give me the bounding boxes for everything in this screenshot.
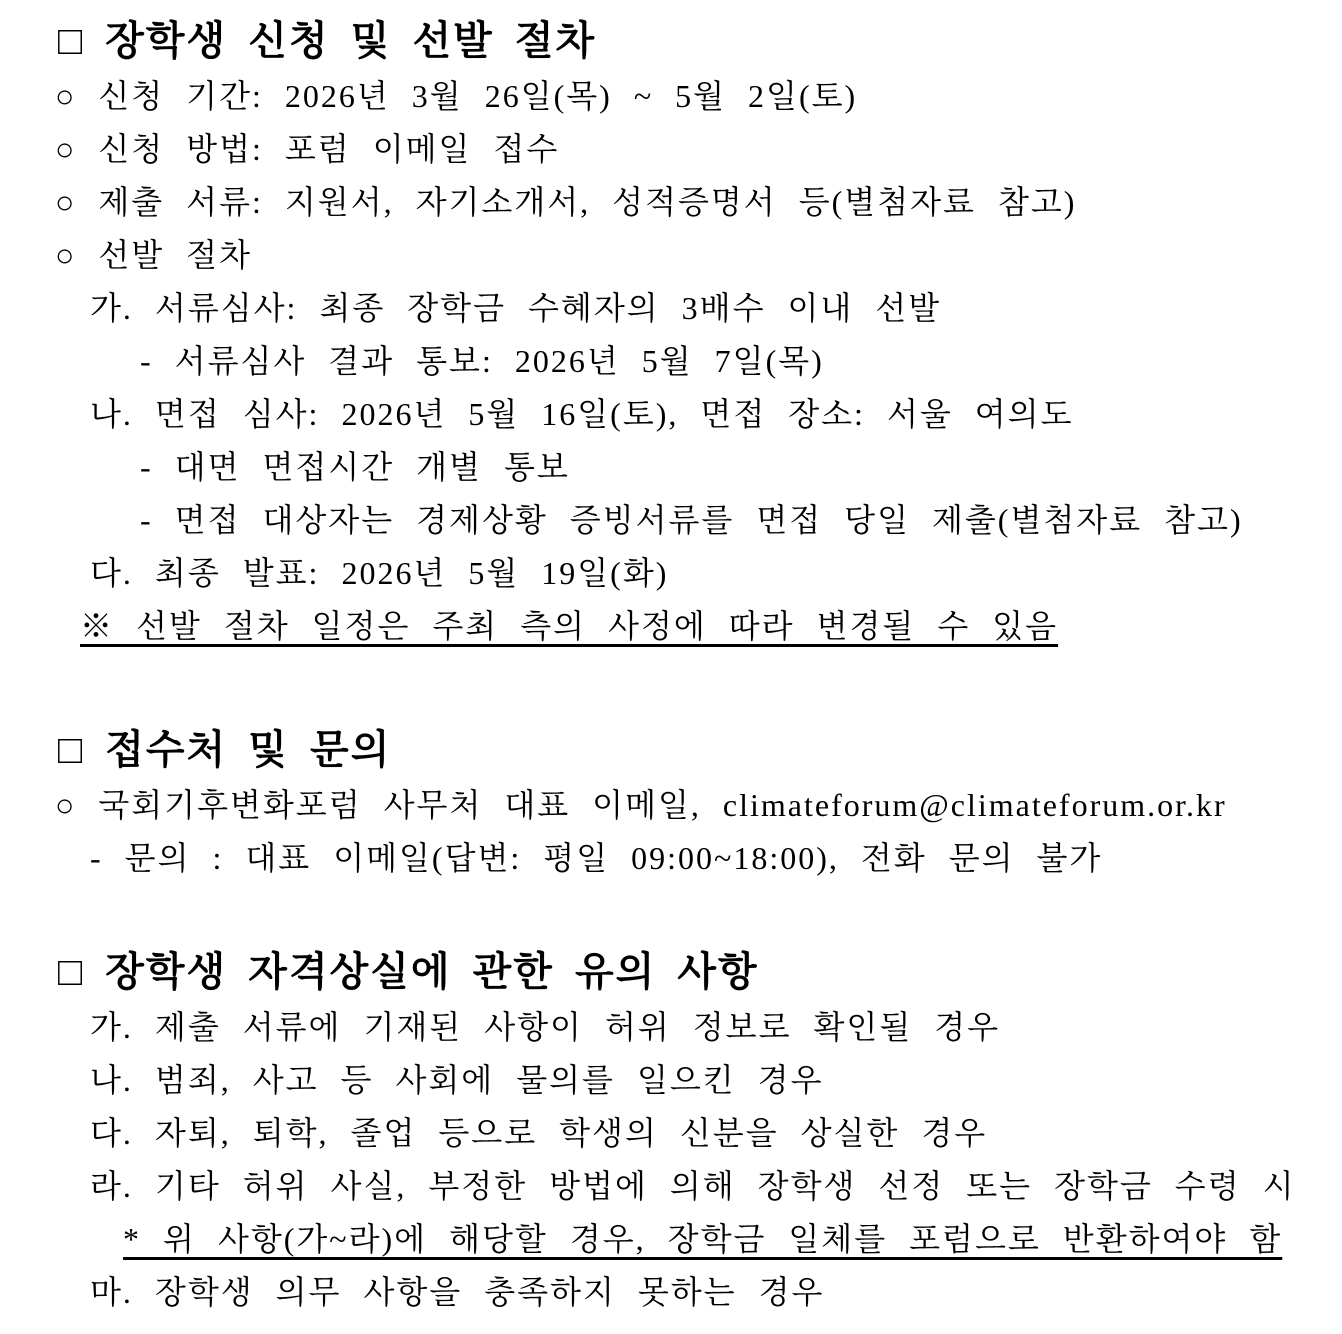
section-heading-application: □ 장학생 신청 및 선발 절차 [58, 19, 597, 63]
list-item-interview: 나. 면접 심사: 2026년 5월 16일(토), 면접 장소: 서울 여의도 [90, 396, 1074, 432]
note-refund: * 위 사항(가~라)에 해당할 경우, 장학금 일체를 포럼으로 반환하여야 함 [123, 1221, 1283, 1257]
list-item-application-method: ○ 신청 방법: 포럼 이메일 접수 [55, 131, 560, 167]
list-item-loss-of-status: 다. 자퇴, 퇴학, 졸업 등으로 학생의 신분을 상실한 경우 [90, 1115, 988, 1151]
list-item-screening-result: - 서류심사 결과 통보: 2026년 5월 7일(목) [140, 343, 824, 379]
list-item-obligation-unmet: 마. 장학생 의무 사항을 충족하지 못하는 경우 [90, 1274, 825, 1310]
list-item-final-announcement: 다. 최종 발표: 2026년 5월 19일(화) [90, 555, 669, 591]
list-item-interview-documents: - 면접 대상자는 경제상황 증빙서류를 면접 당일 제출(별첨자료 참고) [140, 502, 1243, 538]
section-heading-contact: □ 접수처 및 문의 [58, 728, 392, 772]
section-disqualification [0, 943, 1342, 1319]
list-item-document-screening: 가. 서류심사: 최종 장학금 수혜자의 3배수 이내 선발 [90, 290, 942, 326]
list-item-interview-time: - 대면 면접시간 개별 통보 [140, 449, 570, 485]
list-item-inquiry-details: - 문의 : 대표 이메일(답변: 평일 09:00~18:00), 전화 문의 불가 [90, 840, 1103, 876]
list-item-application-period: ○ 신청 기간: 2026년 3월 26일(목) ~ 5월 2일(토) [55, 78, 858, 114]
list-item-required-documents: ○ 제출 서류: 지원서, 자기소개서, 성적증명서 등(별첨자료 참고) [55, 184, 1077, 220]
section-contact [0, 721, 1342, 885]
list-item-crime-misconduct: 나. 범죄, 사고 등 사회에 물의를 일으킨 경우 [90, 1062, 824, 1098]
list-item-selection-procedure: ○ 선발 절차 [55, 237, 252, 273]
list-item-false-information: 가. 제출 서류에 기재된 사항이 허위 정보로 확인될 경우 [90, 1009, 1001, 1045]
section-heading-disqualification: □ 장학생 자격상실에 관한 유의 사항 [58, 950, 759, 994]
note-schedule-change: ※ 선발 절차 일정은 주최 측의 사정에 따라 변경될 수 있음 [80, 608, 1059, 644]
list-item-contact-email: ○ 국회기후변화포럼 사무처 대표 이메일, climateforum@climateforum.or.kr [55, 787, 1227, 823]
section-application-and-selection [0, 12, 1342, 653]
list-item-fraudulent-receipt: 라. 기타 허위 사실, 부정한 방법에 의해 장학생 선정 또는 장학금 수령 시 [90, 1168, 1296, 1204]
